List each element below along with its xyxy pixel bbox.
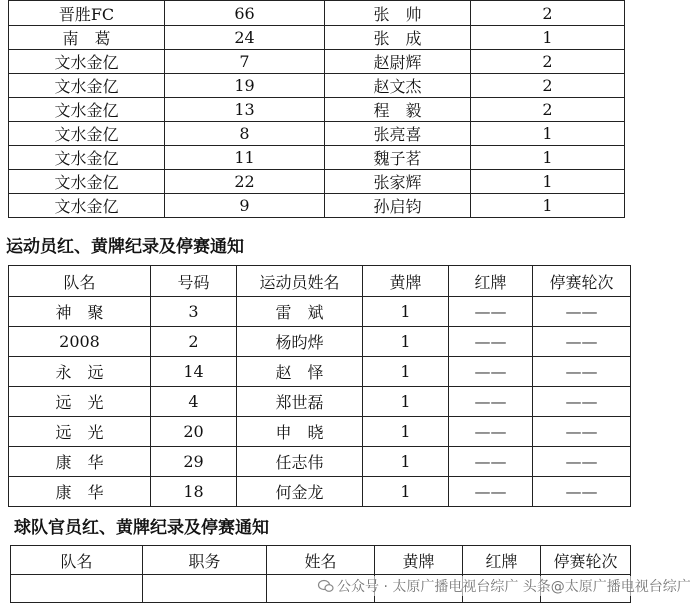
athlete-name-cell: 任志伟 [237, 447, 363, 477]
red-card-cell: —— [449, 327, 533, 357]
header-suspension: 停赛轮次 [541, 546, 631, 575]
header-red: 红牌 [449, 266, 533, 297]
red-card-cell: —— [449, 417, 533, 447]
team-cell: 远 光 [9, 387, 151, 417]
count-cell: 1 [471, 170, 625, 194]
number-cell: 2 [151, 327, 237, 357]
table-row [9, 357, 631, 387]
team-cell: 文水金亿 [9, 50, 165, 74]
table-row [9, 74, 625, 98]
suspension-cell: —— [533, 357, 631, 387]
athlete-name-cell: 赵 怿 [237, 357, 363, 387]
team-cell: 远 光 [9, 417, 151, 447]
goals-cell: 24 [165, 26, 325, 50]
yellow-card-cell: 1 [363, 417, 449, 447]
player-cell: 程 毅 [325, 98, 471, 122]
red-card-cell: —— [449, 297, 533, 327]
table-row [9, 327, 631, 357]
team-cell: 文水金亿 [9, 98, 165, 122]
suspension-cell: —— [533, 477, 631, 507]
athlete-name-cell: 郑世磊 [237, 387, 363, 417]
player-cell: 张家辉 [325, 170, 471, 194]
empty-cell [11, 575, 143, 603]
table-row [9, 297, 631, 327]
table-row [9, 170, 625, 194]
suspension-cell: —— [533, 297, 631, 327]
team-cell: 永 远 [9, 357, 151, 387]
yellow-card-cell: 1 [363, 327, 449, 357]
header-team: 队名 [11, 546, 143, 575]
player-cell: 张 帅 [325, 1, 471, 26]
header-athlete-name: 运动员姓名 [237, 266, 363, 297]
goals-cell: 7 [165, 50, 325, 74]
team-cell: 文水金亿 [9, 170, 165, 194]
athletes-card-table [8, 265, 631, 507]
goals-cell: 9 [165, 194, 325, 218]
number-cell: 18 [151, 477, 237, 507]
count-cell: 1 [471, 122, 625, 146]
red-card-cell: —— [449, 387, 533, 417]
team-cell: 南 葛 [9, 26, 165, 50]
number-cell: 3 [151, 297, 237, 327]
officials-card-header-row [11, 546, 631, 575]
number-cell: 4 [151, 387, 237, 417]
header-red: 红牌 [463, 546, 541, 575]
table-row [9, 194, 625, 218]
player-cell: 张 成 [325, 26, 471, 50]
goals-cell: 22 [165, 170, 325, 194]
suspension-cell: —— [533, 417, 631, 447]
table-row [9, 417, 631, 447]
count-cell: 2 [471, 98, 625, 122]
athletes-card-header-row [9, 266, 631, 297]
number-cell: 14 [151, 357, 237, 387]
count-cell: 1 [471, 194, 625, 218]
red-card-cell: —— [449, 357, 533, 387]
player-cell: 张亮喜 [325, 122, 471, 146]
athletes-card-table-body [9, 297, 631, 507]
player-cell: 孙启钧 [325, 194, 471, 218]
officials-card-section-title: 球队官员红、黄牌纪录及停赛通知 [14, 518, 269, 538]
team-cell: 文水金亿 [9, 122, 165, 146]
athlete-name-cell: 杨昀烨 [237, 327, 363, 357]
red-card-cell: —— [449, 477, 533, 507]
header-suspension: 停赛轮次 [533, 266, 631, 297]
team-cell: 文水金亿 [9, 146, 165, 170]
goals-cell: 11 [165, 146, 325, 170]
wechat-icon [318, 579, 334, 593]
team-cell: 神 聚 [9, 297, 151, 327]
suspension-cell: —— [533, 387, 631, 417]
table-row [9, 477, 631, 507]
athlete-name-cell: 申 晓 [237, 417, 363, 447]
red-card-cell: —— [449, 447, 533, 477]
yellow-card-cell: 1 [363, 387, 449, 417]
yellow-card-cell: 1 [363, 357, 449, 387]
table-row [9, 387, 631, 417]
table-row [9, 146, 625, 170]
athlete-name-cell: 雷 斌 [237, 297, 363, 327]
table-row [9, 122, 625, 146]
goals-cell: 13 [165, 98, 325, 122]
number-cell: 20 [151, 417, 237, 447]
yellow-card-cell: 1 [363, 297, 449, 327]
team-cell: 2008 [9, 327, 151, 357]
scorers-table-body [9, 1, 625, 218]
player-cell: 赵尉辉 [325, 50, 471, 74]
scorers-table [8, 0, 625, 218]
player-cell: 赵文杰 [325, 74, 471, 98]
suspension-cell: —— [533, 327, 631, 357]
goals-cell: 19 [165, 74, 325, 98]
header-name: 姓名 [267, 546, 375, 575]
team-cell: 康 华 [9, 447, 151, 477]
header-team: 队名 [9, 266, 151, 297]
watermark [318, 576, 691, 596]
header-number: 号码 [151, 266, 237, 297]
count-cell: 2 [471, 50, 625, 74]
header-yellow: 黄牌 [363, 266, 449, 297]
watermark-text: 公众号 · 太原广播电视台综广 头条@太原广播电视台综广 [337, 579, 691, 595]
table-row [9, 26, 625, 50]
empty-cell [143, 575, 267, 603]
player-cell: 魏子茗 [325, 146, 471, 170]
count-cell: 2 [471, 74, 625, 98]
athletes-card-section-title: 运动员红、黄牌纪录及停赛通知 [6, 237, 244, 257]
count-cell: 1 [471, 26, 625, 50]
table-row [9, 50, 625, 74]
goals-cell: 8 [165, 122, 325, 146]
header-position: 职务 [143, 546, 267, 575]
team-cell: 文水金亿 [9, 194, 165, 218]
suspension-cell: —— [533, 447, 631, 477]
header-yellow: 黄牌 [375, 546, 463, 575]
athlete-name-cell: 何金龙 [237, 477, 363, 507]
goals-cell: 66 [165, 1, 325, 26]
table-row [9, 98, 625, 122]
table-row [9, 1, 625, 26]
count-cell: 1 [471, 146, 625, 170]
team-cell: 康 华 [9, 477, 151, 507]
team-cell: 晋胜FC [9, 1, 165, 26]
yellow-card-cell: 1 [363, 477, 449, 507]
team-cell: 文水金亿 [9, 74, 165, 98]
count-cell: 2 [471, 1, 625, 26]
yellow-card-cell: 1 [363, 447, 449, 477]
number-cell: 29 [151, 447, 237, 477]
table-row [9, 447, 631, 477]
